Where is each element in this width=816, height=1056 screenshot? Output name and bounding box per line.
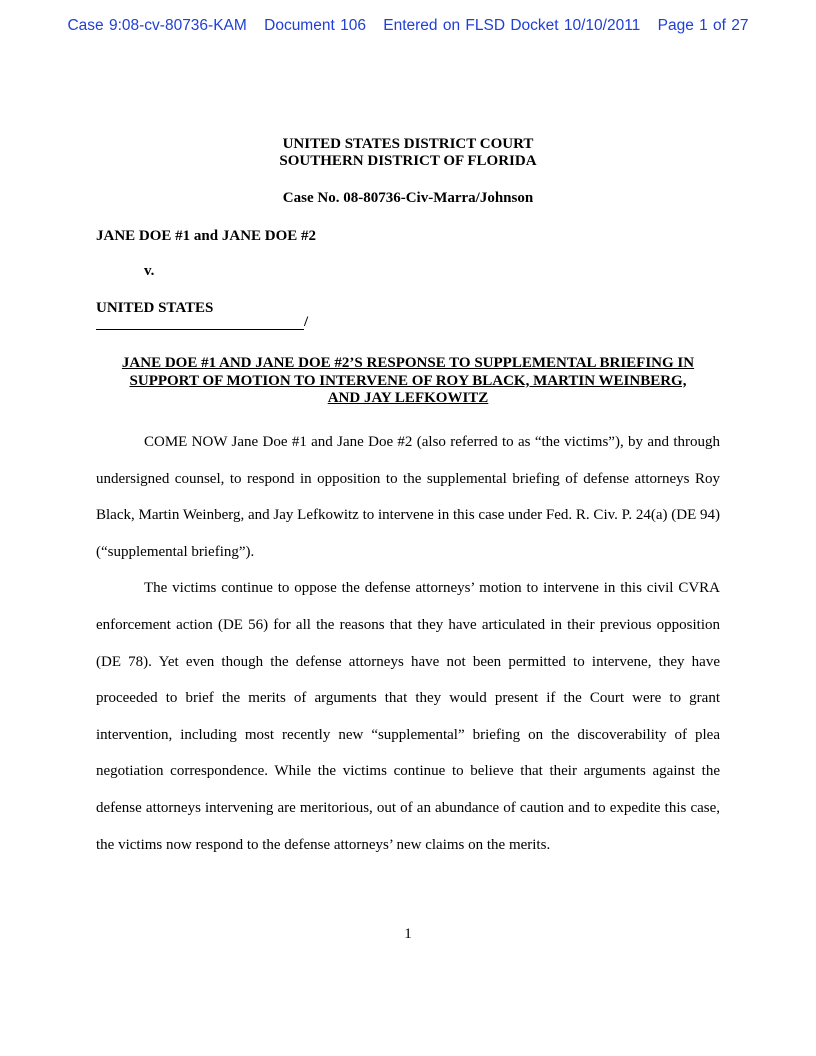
paragraph-2: The victims continue to oppose the defense attorneys’ motion to intervene in this civil CVRA enforcement action (DE 56) for all the reasons that they have articulated in their previous opposition (DE 78). Yet even though the defense attorneys have not been permitted to intervene, they have proceeded to brief the merits of arguments that they would present if the Court were to grant intervention, including most recently new “supplemental” briefing on the discoverability of plea negotiation correspondence. While the victims continue to believe that their arguments against the defense attorneys intervening are meritorious, out of an abundance of caution and to expedite this case, the victims now respond to the defense attorneys’ new claims on the merits. — [96, 580, 720, 853]
document-body — [96, 424, 720, 863]
caption-plaintiffs: JANE DOE #1 and JANE DOE #2 — [96, 228, 317, 244]
document-title — [96, 355, 720, 408]
court-name: UNITED STATES DISTRICT COURT — [282, 136, 534, 152]
docket-document: Document 106 — [264, 17, 366, 34]
caption-defendant: UNITED STATES — [96, 300, 214, 316]
caption-slash: / — [304, 314, 309, 330]
docket-page: Page 1 of 27 — [657, 17, 749, 34]
docket-header — [0, 17, 816, 35]
title-line-3: AND JAY LEFKOWITZ — [327, 390, 489, 406]
court-heading — [0, 136, 816, 170]
page-number: 1 — [404, 926, 412, 942]
court-district: SOUTHERN DISTRICT OF FLORIDA — [279, 153, 537, 169]
docket-case: Case 9:08-cv-80736-KAM — [67, 17, 247, 34]
title-line-2: SUPPORT OF MOTION TO INTERVENE OF ROY BLACK, MARTIN WEINBERG, — [129, 372, 687, 389]
caption-versus: v. — [144, 263, 155, 279]
case-number: Case No. 08-80736-Civ-Marra/Johnson — [282, 190, 534, 206]
title-line-1: JANE DOE #1 AND JANE DOE #2’S RESPONSE TO SUPPLEMENTAL BRIEFING IN — [121, 355, 695, 371]
caption-rule — [96, 314, 304, 330]
caption-separator — [96, 314, 308, 331]
paragraph-1: COME NOW Jane Doe #1 and Jane Doe #2 (also referred to as “the victims”), by and through undersigned counsel, to respond in opposition to the supplemental briefing of defense attorneys Roy Black, Martin Weinberg, and Jay Lefkowitz to intervene in this case under Fed. R. Civ. P. 24(a) (DE 94) (“supplemental briefing”). — [96, 434, 720, 560]
docket-entered: Entered on FLSD Docket 10/10/2011 — [383, 17, 641, 34]
